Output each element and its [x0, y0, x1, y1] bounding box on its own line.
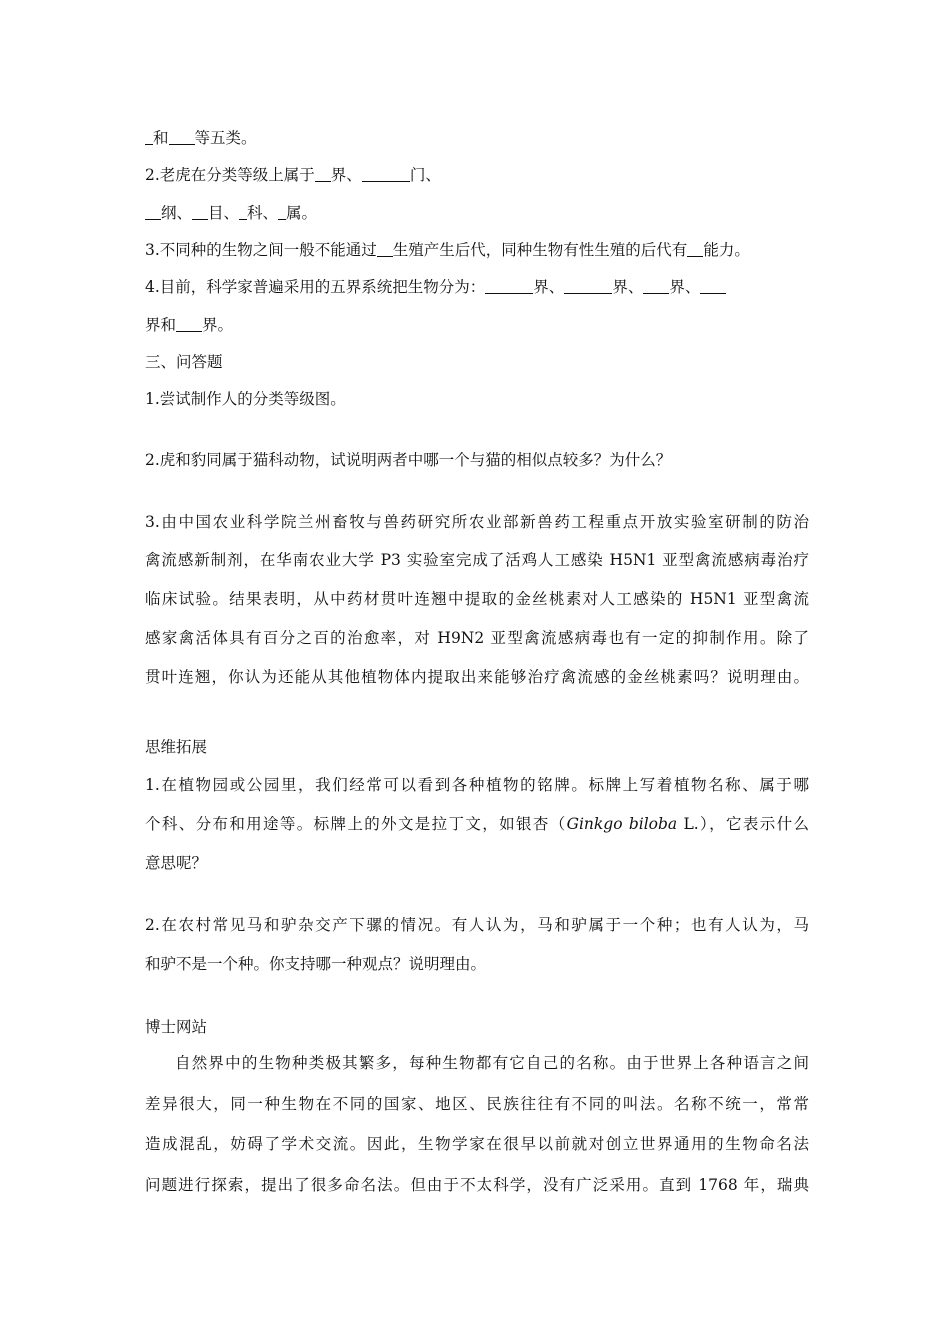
answer-blank[interactable]: [377, 240, 393, 257]
qa-question-2: 2.虎和豹同属于猫科动物，试说明两者中哪一个与猫的相似点较多？为什么？: [145, 451, 672, 469]
text-segment: 门、: [409, 166, 441, 184]
extension-question-2-line: 和驴不是一个种。你支持哪一种观点？说明理由。: [145, 955, 487, 973]
extension-question-1-line: [145, 814, 809, 834]
answer-blank[interactable]: [145, 128, 153, 145]
answer-blank[interactable]: [700, 277, 726, 294]
qa-question-3-line: 感家禽活体具有百分之百的治愈率，对 H9N2 亚型禽流感病毒也有一定的抑制作用。除了: [145, 629, 809, 647]
qa-question-3-line: 临床试验。结果表明，从中药材贯叶连翘中提取的金丝桃素对人工感染的 H5N1 亚型禽流: [145, 590, 809, 608]
extension-question-1-line: 意思呢？: [145, 854, 208, 872]
answer-blank[interactable]: [687, 240, 703, 257]
answer-blank[interactable]: [643, 277, 669, 294]
text-segment: 界、: [330, 166, 362, 184]
text-segment: 纲、: [161, 204, 193, 222]
extension-question-1-line: 1.在植物园或公园里，我们经常可以看到各种植物的铭牌。标牌上写着植物名称、属于哪: [145, 776, 809, 794]
extension-question-2-line: 2.在农村常见马和驴杂交产下骡的情况。有人认为，马和驴属于一个种；也有人认为，马: [145, 916, 809, 934]
text-segment: 属。: [286, 204, 318, 222]
qa-question-3-line: 禽流感新制剂，在华南农业大学 P3 实验室完成了活鸡人工感染 H5N1 亚型禽流感病毒治疗: [145, 551, 809, 569]
text-segment: 3.不同种的生物之间一般不能通过: [145, 241, 377, 259]
website-paragraph-line: 问题进行探索，提出了很多命名法。但由于不太科学，没有广泛采用。直到 1768 年，瑞典: [145, 1176, 809, 1194]
fill-in-question-4-line-1: [145, 277, 809, 297]
text-segment: 界。: [202, 316, 234, 334]
answer-blank[interactable]: [239, 203, 247, 220]
qa-question-1: 1.尝试制作人的分类等级图。: [145, 390, 346, 408]
answer-blank[interactable]: [145, 203, 161, 220]
text-segment: 能力。: [703, 241, 750, 259]
answer-blank[interactable]: [564, 277, 612, 294]
section-heading-extension: 思维拓展: [145, 738, 208, 756]
qa-question-3-line: 贯叶连翘，你认为还能从其他植物体内提取出来能够治疗禽流感的金丝桃素吗？说明理由。: [145, 668, 809, 686]
answer-blank[interactable]: [176, 315, 202, 332]
scientific-name: Ginkgo biloba: [566, 815, 678, 833]
text-segment: 个科、分布和用途等。标牌上的外文是拉丁文，如银杏（: [145, 815, 567, 833]
answer-blank[interactable]: [278, 203, 286, 220]
text-segment: 界、: [533, 278, 565, 296]
fill-in-question-4-line-2: [145, 315, 809, 335]
section-heading-website: 博士网站: [145, 1018, 208, 1036]
fill-in-question-2-line-1: [145, 165, 809, 185]
text-segment: 生殖产生后代，同种生物有性生殖的后代有: [392, 241, 688, 259]
text-segment: 和: [153, 129, 169, 147]
qa-question-3-line: 3.由中国农业科学院兰州畜牧与兽药研究所农业部新兽药工程重点开放实验室研制的防治: [145, 513, 809, 531]
answer-blank[interactable]: [169, 128, 195, 145]
text-segment: 等五类。: [194, 129, 257, 147]
website-paragraph-line: 造成混乱，妨碍了学术交流。因此，生物学家在很早以前就对创立世界通用的生物命名法: [145, 1135, 809, 1153]
website-paragraph-line: 差异很大，同一种生物在不同的国家、地区、民族往往有不同的叫法。名称不统一，常常: [145, 1095, 809, 1113]
answer-blank[interactable]: [485, 277, 533, 294]
text-segment: 目、: [208, 204, 240, 222]
fill-in-line-categories: [145, 128, 809, 148]
text-segment: 界和: [145, 316, 177, 334]
answer-blank[interactable]: [362, 165, 410, 182]
text-segment: 界、: [612, 278, 644, 296]
fill-in-question-3: [145, 240, 809, 260]
fill-in-question-2-line-2: [145, 203, 809, 223]
answer-blank[interactable]: [192, 203, 208, 220]
text-segment: 4.目前，科学家普遍采用的五界系统把生物分为：: [145, 278, 486, 296]
website-paragraph-line: 自然界中的生物种类极其繁多，每种生物都有它自己的名称。由于世界上各种语言之间: [175, 1054, 809, 1072]
text-segment: 科、: [247, 204, 279, 222]
text-segment: 2.老虎在分类等级上属于: [145, 166, 315, 184]
answer-blank[interactable]: [315, 165, 331, 182]
text-segment: 界、: [669, 278, 701, 296]
section-heading-qa: 三、问答题: [145, 353, 223, 371]
text-segment: L.），它表示什么: [677, 815, 809, 833]
